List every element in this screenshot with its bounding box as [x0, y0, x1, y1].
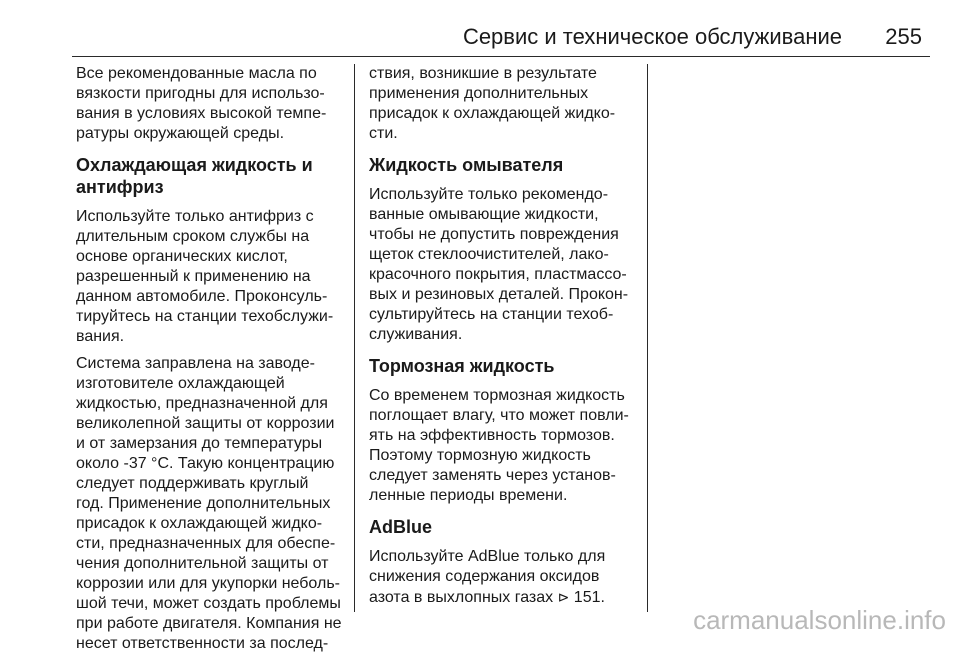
- adblue-heading: AdBlue: [369, 517, 432, 537]
- column-divider-left: [354, 64, 355, 612]
- header-divider: [72, 56, 930, 57]
- page-header: [0, 0, 960, 58]
- coolant-system-paragraph: Система заправлена на заводе- изготовителе охлаждающей жидкостью, предназначенной для великолепной защиты от коррозии и от замерзания до температуры около -37 °C. Такую концентрацию следует поддерживать круглый год. Применение дополнительных присадок к охлаждающей жидко- сти, предназначенных для обеспе- чения дополнительной защиты от коррозии или для укупорки неболь- шой течи, может создать проблемы при работе двигателя. Компания не несет ответственности за послед-: [76, 355, 342, 652]
- adblue-page-reference[interactable]: 151.: [569, 589, 605, 606]
- watermark: carmanualsonline.info: [693, 605, 946, 635]
- washer-fluid-paragraph: Используйте только рекомендо- ванные омывающие жидкости, чтобы не допустить повреждения щеток стеклоочистителей, лако- красочного покрытия, пластмассо- вых и резиновых деталей. Прокон- сультируйтесь на станции техоб- служивания.: [369, 186, 629, 343]
- right-column: [369, 64, 641, 615]
- page-reference-arrow-icon[interactable]: ⊳: [557, 589, 570, 605]
- brake-fluid-heading: Тормозная жидкость: [369, 356, 555, 376]
- oil-viscosity-paragraph: Все рекомендованные масла по вязкости пригодны для использо- вания в условиях высокой темпе- ратуры окружающей среды.: [76, 65, 327, 142]
- column-divider-right: [647, 64, 648, 612]
- adblue-paragraph-text: Используйте AdBlue только для снижения содержания оксидов азота в выхлопных газах: [369, 548, 606, 606]
- coolant-usage-paragraph: Используйте только антифриз с длительным сроком службы на основе органических кислот, разрешенный к применению на данном автомобиле. Проконсуль- тируйтесь на станции техобслужи- вания.: [76, 208, 334, 345]
- coolant-heading: Охлаждающая жидкость и антифриз: [76, 155, 313, 197]
- coolant-continuation-paragraph: ствия, возникшие в результате применения дополнительных присадок к охлаждающей жидко- сти.: [369, 65, 616, 142]
- washer-fluid-heading: Жидкость омывателя: [369, 155, 564, 175]
- adblue-paragraph: [369, 547, 641, 608]
- brake-fluid-paragraph: Со временем тормозная жидкость поглощает влагу, что может повли- ять на эффективность тормозов. Поэтому тормозную жидкость следует заменять через установ- ленные периоды времени.: [369, 387, 629, 504]
- page-number: 255: [885, 24, 922, 49]
- page-title: Сервис и техническое обслуживание: [462, 24, 842, 49]
- left-column: [76, 64, 348, 661]
